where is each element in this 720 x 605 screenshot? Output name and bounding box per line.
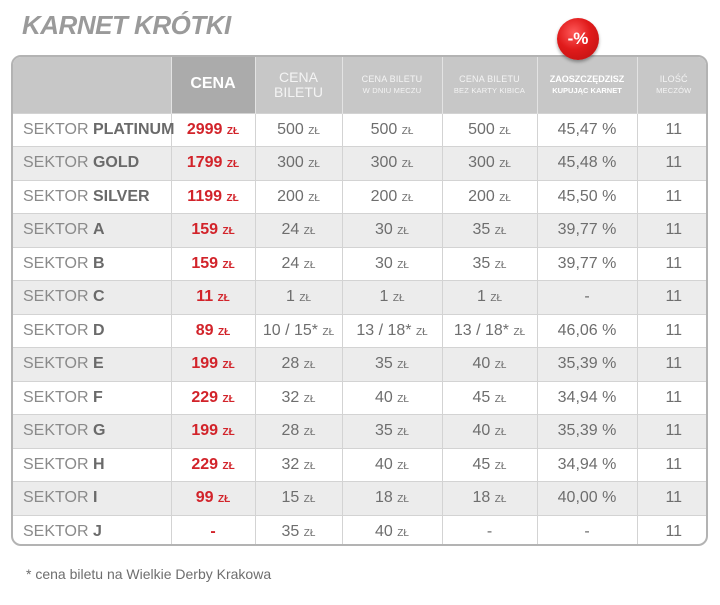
sector-name xyxy=(13,482,171,516)
bez-karty-cell xyxy=(442,348,537,382)
dzien-meczu-cell xyxy=(342,482,442,516)
sector-id: I xyxy=(92,489,98,507)
sector-id: C xyxy=(92,288,105,306)
sector-prefix: SEKTOR xyxy=(23,523,89,540)
sector-name xyxy=(13,348,171,382)
savings-cell xyxy=(537,448,637,482)
header-zaoszczedzisz xyxy=(537,57,637,113)
cena-biletu-cell xyxy=(255,314,342,348)
cena-biletu-cell xyxy=(255,348,342,382)
cena-biletu-cell-value: 1 xyxy=(285,288,295,306)
bez-karty-cell xyxy=(442,147,537,181)
ilosc-value: 11 xyxy=(665,120,683,138)
currency-label: ZŁ xyxy=(494,259,507,271)
ilosc-cell xyxy=(637,482,708,516)
sector-name xyxy=(13,515,171,546)
header-cena-biletu-line2: BILETU xyxy=(273,83,323,100)
sector-prefix: SEKTOR xyxy=(23,321,89,339)
header-cena: CENA xyxy=(171,57,255,113)
currency-label: ZŁ xyxy=(415,326,428,338)
ilosc-value: 11 xyxy=(665,154,683,172)
cena-cell-value: 2999 xyxy=(186,120,223,138)
bez-karty-cell xyxy=(442,281,537,315)
currency-label: ZŁ xyxy=(226,159,240,171)
cena-cell-value: 1199 xyxy=(187,187,223,205)
cena-cell xyxy=(171,214,255,248)
dzien-meczu-cell-value: 1 xyxy=(379,288,389,306)
cena-cell-value: 159 xyxy=(191,254,219,272)
ilosc-value: 11 xyxy=(665,187,683,205)
sector-prefix: SEKTOR xyxy=(23,120,89,138)
ilosc-value: 11 xyxy=(665,355,683,373)
table-row xyxy=(13,247,708,281)
sector-id: PLATINUM xyxy=(92,120,175,138)
currency-label: ZŁ xyxy=(494,393,507,405)
currency-label: ZŁ xyxy=(303,528,316,539)
sector-prefix: SEKTOR xyxy=(23,221,89,239)
cena-biletu-cell-value: 28 xyxy=(281,355,300,373)
savings-value: 45,50 % xyxy=(557,187,617,205)
savings-value: 35,39 % xyxy=(557,355,617,373)
sector-id: F xyxy=(92,388,103,406)
price-table xyxy=(11,55,708,546)
cena-biletu-cell-value: 32 xyxy=(281,455,300,473)
dzien-meczu-cell xyxy=(342,448,442,482)
sector-prefix: SEKTOR xyxy=(23,422,89,440)
bez-karty-cell xyxy=(442,247,537,281)
savings-value: 45,48 % xyxy=(557,154,617,172)
bez-karty-cell xyxy=(442,180,537,214)
table-row xyxy=(13,214,708,248)
sector-name xyxy=(13,214,171,248)
table-row xyxy=(13,415,708,449)
ilosc-cell xyxy=(637,113,708,147)
currency-label: ZŁ xyxy=(494,494,507,506)
dzien-meczu-cell-value: 200 xyxy=(370,187,398,205)
table-row xyxy=(13,482,708,516)
cena-biletu-cell-value: 300 xyxy=(277,154,304,172)
header-ilosc xyxy=(637,57,708,113)
bez-karty-cell-value: 40 xyxy=(472,355,491,373)
currency-label: ZŁ xyxy=(397,360,409,372)
currency-label: ZŁ xyxy=(222,460,235,472)
bez-karty-cell xyxy=(442,113,537,147)
savings-cell xyxy=(537,348,637,382)
bez-karty-cell-value: - xyxy=(486,523,493,540)
currency-label: ZŁ xyxy=(397,427,409,439)
sector-name xyxy=(13,113,175,147)
table-row xyxy=(13,147,708,181)
cena-biletu-cell xyxy=(255,180,342,214)
currency-label: ZŁ xyxy=(499,125,511,137)
bez-karty-cell xyxy=(442,448,537,482)
currency-label: ZŁ xyxy=(308,159,320,171)
cena-cell-value: 229 xyxy=(191,388,219,406)
sector-name xyxy=(13,314,171,348)
currency-label: ZŁ xyxy=(218,326,231,338)
savings-cell xyxy=(537,314,637,348)
currency-label: ZŁ xyxy=(494,226,507,238)
currency-label: ZŁ xyxy=(308,125,320,137)
header-bez-karty xyxy=(442,57,537,113)
dzien-meczu-cell xyxy=(342,515,442,546)
cena-biletu-cell xyxy=(255,515,342,546)
cena-biletu-cell xyxy=(255,281,342,315)
savings-cell xyxy=(537,482,637,516)
header-dzien-meczu xyxy=(342,57,442,113)
bez-karty-cell-value: 40 xyxy=(472,422,491,440)
cena-biletu-cell-value: 24 xyxy=(281,221,300,239)
table-row xyxy=(13,314,708,348)
cena-cell-value: 1799 xyxy=(186,154,223,172)
currency-label: ZŁ xyxy=(303,460,316,472)
ilosc-cell xyxy=(637,448,708,482)
dzien-meczu-cell xyxy=(342,214,442,248)
header-ilosc-line2: MECZÓW xyxy=(656,85,692,95)
ilosc-cell xyxy=(637,281,708,315)
ilosc-value: 11 xyxy=(665,321,683,339)
savings-value: 34,94 % xyxy=(557,388,617,406)
header-zaoszczedzisz-line1: ZAOSZCZĘDZISZ xyxy=(549,74,625,85)
sector-id: E xyxy=(92,355,104,373)
cena-cell-value: 199 xyxy=(191,355,219,373)
cena-cell-value: 11 xyxy=(196,288,214,306)
cena-biletu-cell xyxy=(255,247,342,281)
dzien-meczu-cell xyxy=(342,281,442,315)
savings-value: 39,77 % xyxy=(557,254,617,272)
dzien-meczu-cell xyxy=(342,314,442,348)
currency-label: ZŁ xyxy=(222,393,235,405)
cena-biletu-cell-value: 500 xyxy=(277,120,304,138)
dzien-meczu-cell-value: 500 xyxy=(370,120,398,138)
header-ilosc-line1: ILOŚĆ xyxy=(659,74,688,85)
header-bez-karty-line2: BEZ KARTY KIBICA xyxy=(453,85,526,95)
bez-karty-cell xyxy=(442,381,537,415)
page-title: KARNET KRÓTKI xyxy=(22,10,231,40)
cena-biletu-cell-value: 35 xyxy=(281,523,300,540)
savings-cell xyxy=(537,381,637,415)
table-row xyxy=(13,448,708,482)
currency-label: ZŁ xyxy=(494,427,507,439)
table-body xyxy=(13,113,708,546)
savings-value: 46,06 % xyxy=(557,321,617,339)
sector-id: J xyxy=(92,523,102,540)
ilosc-value: 11 xyxy=(665,288,683,306)
cena-biletu-cell-value: 15 xyxy=(281,489,300,507)
cena-cell-value: - xyxy=(210,523,216,540)
header-cena-biletu-line1: CENA xyxy=(279,69,318,86)
cena-biletu-cell xyxy=(255,381,342,415)
sector-id: A xyxy=(92,221,105,239)
ilosc-cell xyxy=(637,247,708,281)
bez-karty-cell-value: 300 xyxy=(468,154,495,172)
savings-value: - xyxy=(584,288,590,306)
currency-label: ZŁ xyxy=(217,293,230,305)
cena-cell xyxy=(171,515,255,546)
dzien-meczu-cell-value: 13 / 18* xyxy=(356,321,412,339)
currency-label: ZŁ xyxy=(322,326,335,338)
sector-id: D xyxy=(92,321,105,339)
savings-cell xyxy=(537,247,637,281)
currency-label: ZŁ xyxy=(397,259,409,271)
currency-label: ZŁ xyxy=(397,393,409,405)
savings-value: 45,47 % xyxy=(557,120,617,138)
savings-cell xyxy=(537,415,637,449)
dzien-meczu-cell xyxy=(342,415,442,449)
currency-label: ZŁ xyxy=(490,293,503,305)
bez-karty-cell-value: 45 xyxy=(472,388,491,406)
cena-cell-value: 159 xyxy=(191,221,219,239)
sector-id: SILVER xyxy=(92,187,150,205)
cena-cell xyxy=(171,381,255,415)
bez-karty-cell-value: 18 xyxy=(472,489,491,507)
savings-value: 40,00 % xyxy=(557,489,617,507)
cena-biletu-cell-value: 24 xyxy=(281,254,300,272)
sector-prefix: SEKTOR xyxy=(23,355,89,373)
cena-biletu-cell xyxy=(255,147,342,181)
currency-label: ZŁ xyxy=(303,494,316,506)
savings-value: 39,77 % xyxy=(557,221,617,239)
ilosc-value: 11 xyxy=(665,388,683,406)
savings-cell xyxy=(537,180,637,214)
table-header-row xyxy=(13,57,708,113)
header-dzien-meczu-line2: W DNIU MECZU xyxy=(362,85,422,95)
currency-label: ZŁ xyxy=(226,192,239,204)
cena-cell xyxy=(171,113,255,147)
dzien-meczu-cell xyxy=(342,113,442,147)
sector-id: H xyxy=(92,455,105,473)
bez-karty-cell-value: 1 xyxy=(476,288,486,306)
cena-biletu-cell-value: 200 xyxy=(277,187,304,205)
sector-id: B xyxy=(92,254,105,272)
sector-id: GOLD xyxy=(92,154,140,172)
bez-karty-cell xyxy=(442,214,537,248)
cena-cell xyxy=(171,314,255,348)
currency-label: ZŁ xyxy=(499,192,511,204)
currency-label: ZŁ xyxy=(303,427,316,439)
cena-biletu-cell xyxy=(255,482,342,516)
ilosc-cell xyxy=(637,515,708,546)
savings-cell xyxy=(537,214,637,248)
table-row xyxy=(13,180,708,214)
header-bez-karty-line1: CENA BILETU xyxy=(459,74,520,85)
bez-karty-cell xyxy=(442,415,537,449)
cena-cell-value: 89 xyxy=(195,321,214,339)
dzien-meczu-cell xyxy=(342,381,442,415)
currency-label: ZŁ xyxy=(494,360,507,372)
ilosc-cell xyxy=(637,381,708,415)
cena-biletu-cell-value: 28 xyxy=(281,422,300,440)
savings-value: 34,94 % xyxy=(557,455,617,473)
dzien-meczu-cell-value: 35 xyxy=(375,355,393,373)
dzien-meczu-cell-value: 30 xyxy=(375,254,393,272)
savings-value: - xyxy=(584,523,590,540)
currency-label: ZŁ xyxy=(303,259,316,271)
sector-name xyxy=(13,381,171,415)
table-row xyxy=(13,113,708,147)
sector-prefix: SEKTOR xyxy=(23,288,89,306)
sector-prefix: SEKTOR xyxy=(23,154,89,172)
dzien-meczu-cell-value: 30 xyxy=(375,221,393,239)
sector-prefix: SEKTOR xyxy=(23,455,89,473)
currency-label: ZŁ xyxy=(222,226,235,238)
sector-name xyxy=(13,448,171,482)
ilosc-cell xyxy=(637,180,708,214)
cena-cell xyxy=(171,448,255,482)
bez-karty-cell-value: 35 xyxy=(472,254,491,272)
currency-label: ZŁ xyxy=(218,494,231,506)
cena-cell xyxy=(171,348,255,382)
currency-label: ZŁ xyxy=(494,460,507,472)
cena-cell xyxy=(171,247,255,281)
ilosc-cell xyxy=(637,415,708,449)
savings-value: 35,39 % xyxy=(557,422,617,440)
dzien-meczu-cell-value: 40 xyxy=(375,388,393,406)
bez-karty-cell-value: 13 / 18* xyxy=(453,321,510,339)
cena-cell xyxy=(171,482,255,516)
currency-label: ZŁ xyxy=(397,528,409,539)
dzien-meczu-cell xyxy=(342,348,442,382)
currency-label: ZŁ xyxy=(303,393,316,405)
cena-cell-value: 229 xyxy=(191,455,219,473)
dzien-meczu-cell-value: 40 xyxy=(375,455,393,473)
ilosc-value: 11 xyxy=(665,221,683,239)
savings-cell xyxy=(537,147,637,181)
bez-karty-cell-value: 200 xyxy=(468,187,495,205)
dzien-meczu-cell-value: 40 xyxy=(375,523,393,540)
sector-prefix: SEKTOR xyxy=(23,254,89,272)
footnote: * cena biletu na Wielkie Derby Krakowa xyxy=(26,566,272,582)
ilosc-value: 11 xyxy=(665,254,683,272)
cena-biletu-cell xyxy=(255,214,342,248)
currency-label: ZŁ xyxy=(299,293,312,305)
bez-karty-cell-value: 45 xyxy=(472,455,491,473)
savings-cell xyxy=(537,281,637,315)
cena-cell-value: 199 xyxy=(191,422,219,440)
currency-label: ZŁ xyxy=(222,427,235,439)
cena-cell xyxy=(171,180,255,214)
ilosc-value: 11 xyxy=(665,422,683,440)
ilosc-cell xyxy=(637,214,708,248)
bez-karty-cell xyxy=(442,482,537,516)
currency-label: ZŁ xyxy=(303,360,316,372)
cena-biletu-cell xyxy=(255,448,342,482)
dzien-meczu-cell-value: 35 xyxy=(375,422,393,440)
sector-prefix: SEKTOR xyxy=(23,187,89,205)
dzien-meczu-cell-value: 300 xyxy=(370,154,398,172)
currency-label: ZŁ xyxy=(397,226,409,238)
bez-karty-cell-value: 35 xyxy=(472,221,491,239)
currency-label: ZŁ xyxy=(222,259,235,271)
cena-cell xyxy=(171,281,255,315)
sector-name xyxy=(13,180,171,214)
currency-label: ZŁ xyxy=(401,192,414,204)
dzien-meczu-cell xyxy=(342,147,442,181)
ilosc-value: 11 xyxy=(665,523,683,540)
sector-name xyxy=(13,147,171,181)
currency-label: ZŁ xyxy=(303,226,316,238)
bez-karty-cell-value: 500 xyxy=(468,120,495,138)
dzien-meczu-cell-value: 18 xyxy=(375,489,393,507)
table-row xyxy=(13,348,708,382)
savings-cell xyxy=(537,113,637,147)
currency-label: ZŁ xyxy=(401,125,414,137)
sector-name xyxy=(13,281,171,315)
cena-cell xyxy=(171,415,255,449)
discount-badge-icon: -% xyxy=(557,18,599,60)
header-sector xyxy=(13,57,171,113)
currency-label: ZŁ xyxy=(513,326,526,338)
currency-label: ZŁ xyxy=(397,494,409,506)
header-cena-biletu xyxy=(255,57,342,113)
header-zaoszczedzisz-line2: KUPUJĄC KARNET xyxy=(552,85,622,95)
table-row xyxy=(13,515,708,546)
currency-label: ZŁ xyxy=(397,460,409,472)
currency-label: ZŁ xyxy=(401,159,414,171)
ilosc-value: 11 xyxy=(665,489,683,507)
cena-biletu-cell xyxy=(255,113,342,147)
sector-prefix: SEKTOR xyxy=(23,388,89,406)
cena-cell xyxy=(171,147,255,181)
bez-karty-cell xyxy=(442,515,537,546)
currency-label: ZŁ xyxy=(226,125,240,137)
dzien-meczu-cell xyxy=(342,247,442,281)
cena-biletu-cell-value: 10 / 15* xyxy=(262,321,319,339)
sector-id: G xyxy=(92,422,106,440)
currency-label: ZŁ xyxy=(308,192,320,204)
header-dzien-meczu-line1: CENA BILETU xyxy=(361,74,423,85)
ilosc-cell xyxy=(637,348,708,382)
bez-karty-cell xyxy=(442,314,537,348)
sector-name xyxy=(13,415,171,449)
table-row xyxy=(13,381,708,415)
sector-name xyxy=(13,247,171,281)
currency-label: ZŁ xyxy=(499,159,511,171)
sector-prefix: SEKTOR xyxy=(23,489,89,507)
currency-label: ZŁ xyxy=(392,293,405,305)
ilosc-cell xyxy=(637,147,708,181)
ilosc-cell xyxy=(637,314,708,348)
ilosc-value: 11 xyxy=(665,455,683,473)
table-row xyxy=(13,281,708,315)
currency-label: ZŁ xyxy=(222,360,235,372)
dzien-meczu-cell xyxy=(342,180,442,214)
cena-biletu-cell xyxy=(255,415,342,449)
cena-cell-value: 99 xyxy=(195,489,214,507)
savings-cell xyxy=(537,515,637,546)
cena-biletu-cell-value: 32 xyxy=(281,388,300,406)
